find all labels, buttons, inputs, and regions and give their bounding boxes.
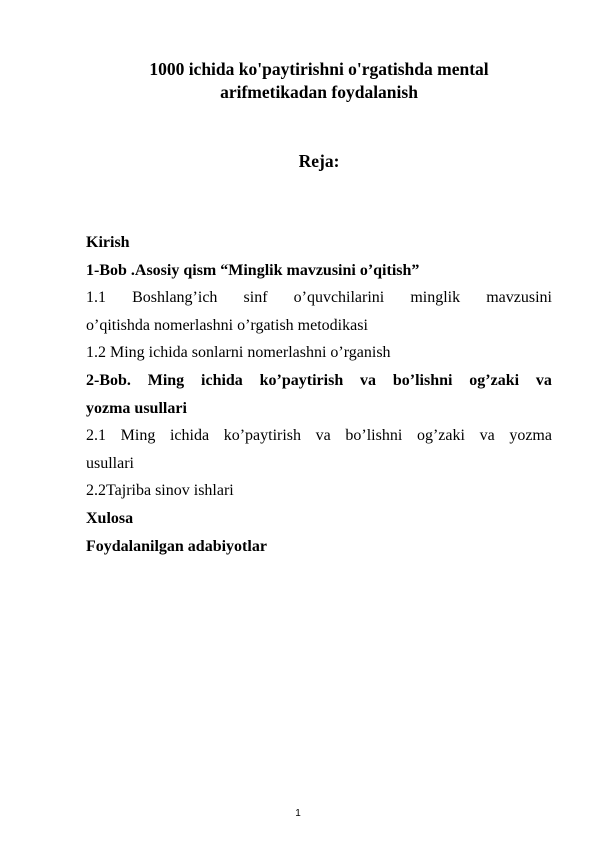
toc-references: Foydalanilgan adabiyotlar — [86, 537, 267, 555]
plan-heading: Reja: — [298, 151, 340, 171]
toc-intro: Kirish — [86, 234, 130, 251]
toc-word: ichida — [169, 427, 210, 445]
toc-word: og’zaki — [469, 371, 520, 389]
table-of-contents — [86, 229, 552, 560]
toc-word: ko’paytirish — [223, 427, 302, 445]
toc-section-1-1-cont: o’qitishda nomerlashni o’rgatish metodikasi — [86, 316, 368, 334]
document-title — [86, 58, 552, 104]
page-number: 1 — [295, 808, 301, 819]
toc-section-2-2: 2.2Tajriba sinov ishlari — [86, 482, 234, 500]
toc-word: 2-Bob. — [86, 371, 131, 389]
toc-word: va — [535, 371, 552, 389]
toc-word: yozma — [509, 427, 552, 445]
toc-section-1-1 — [86, 284, 552, 312]
toc-word: va — [315, 427, 331, 445]
toc-section-1-2: 1.2 Ming ichida sonlarni nomerlashni o’rganish — [86, 344, 391, 362]
toc-word: mavzusini — [486, 289, 552, 307]
toc-word: bo’lishni — [345, 427, 403, 445]
title-line-1: 1000 ichida ko'paytirishni o'rgatishda mental — [149, 59, 489, 79]
toc-conclusion: Xulosa — [86, 509, 134, 527]
toc-word: Ming — [147, 371, 185, 389]
toc-word: 2.1 — [86, 427, 106, 445]
toc-word: va — [360, 371, 377, 389]
toc-word: bo’lishni — [392, 371, 453, 389]
toc-word: og’zaki — [416, 427, 465, 445]
toc-section-2-1 — [86, 422, 552, 450]
toc-word: minglik — [410, 289, 461, 307]
toc-chapter-2 — [86, 367, 552, 395]
toc-word: o’quvchilarini — [293, 289, 385, 307]
toc-section-2-1-cont: usullari — [86, 454, 134, 472]
toc-word: 1.1 — [86, 289, 106, 307]
toc-word: ko’paytirish — [259, 371, 344, 389]
toc-word: ichida — [201, 371, 243, 389]
toc-word: Ming — [120, 427, 156, 445]
toc-chapter-2-cont: yozma usullari — [86, 399, 187, 417]
toc-chapter-1: 1-Bob .Asosiy qism “Minglik mavzusini o’qitish” — [86, 261, 420, 279]
toc-word: sinf — [243, 289, 268, 307]
toc-word: Boshlang’ich — [132, 289, 218, 307]
toc-word: va — [479, 427, 495, 445]
title-line-2: arifmetikadan foydalanish — [220, 82, 418, 102]
